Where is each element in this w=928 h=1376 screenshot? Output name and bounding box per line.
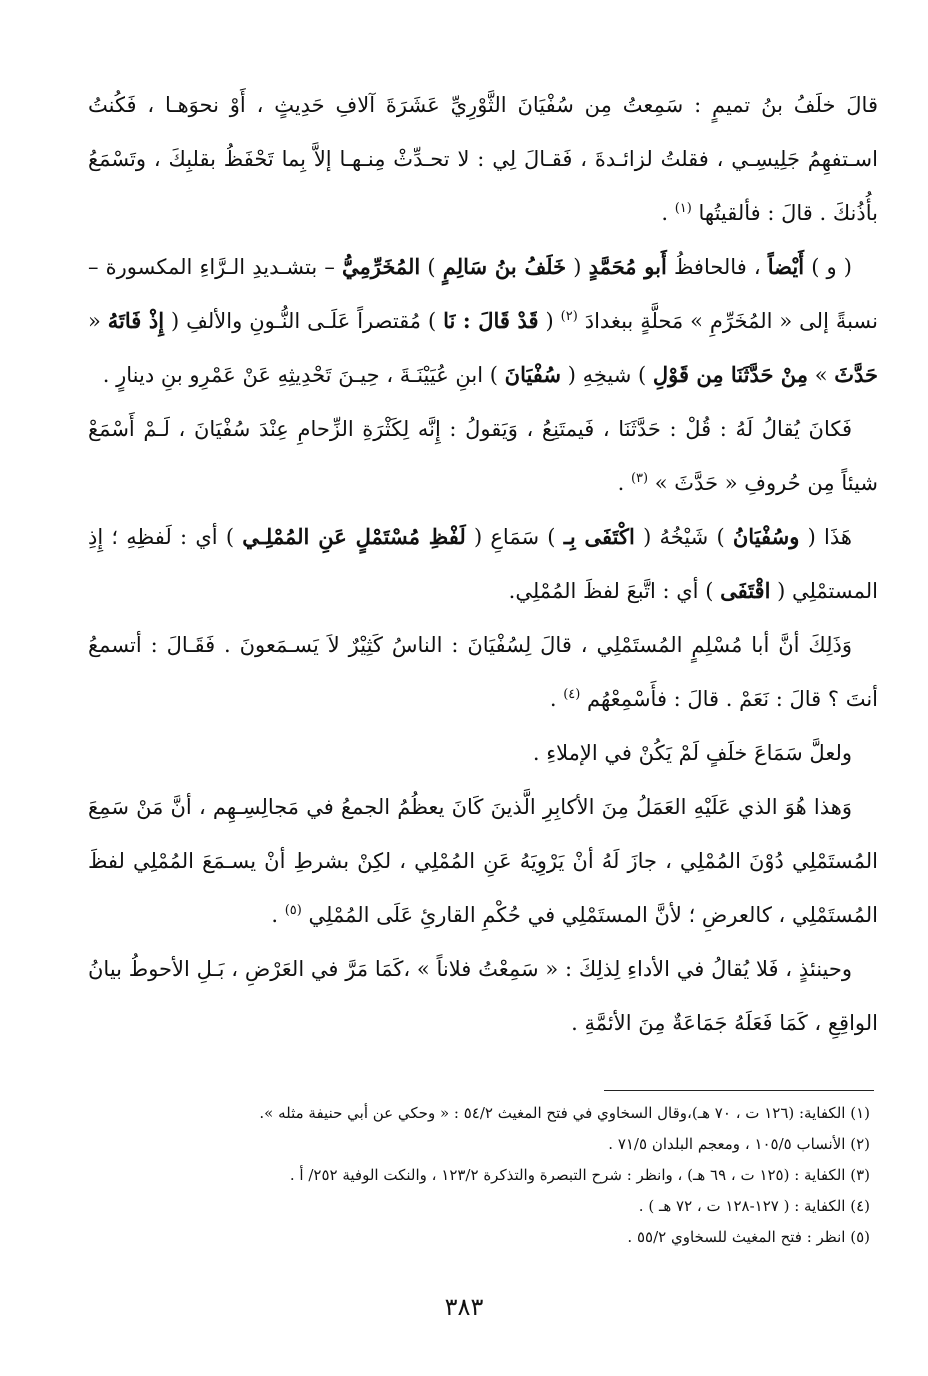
bold-text-run: لَفْظِ مُسْتَمْلٍ عَنِ المُمْلِـي (242, 524, 466, 549)
footnote-reference[interactable]: (٣) (630, 471, 649, 486)
text-run: وَهذا هُوَ الذي عَلَيْهِ العَمَلُ مِنَ الأكابِرِ الَّذينَ كَانَ يعظُمُ الجمعُ في مَجالِسِـهِم ، أنَّ مَنْ سَمِعَ المُستَمْلِي دُوْنَ المُمْلِي ، جازَ لَهُ أنْ يَرْوِيَهُ عَنِ المُمْلِي ، لكِنْ بشرطِ أنْ يسـمَعَ المُمْلِي لفظَ المُستَمْلِي ، كالعرضِ ؛ لأنَّ المستَمْلِي في حُكْمِ القارئِ عَلَى المُمْلِي (88, 795, 878, 927)
bold-text-run: مِنْ حَدَّثَنَا مِن قَوْلِ (652, 362, 809, 387)
bold-text-run: قَدْ قَالَ : نَا (443, 308, 539, 333)
bold-text-run: إِذْ فَاتَهُ (107, 308, 165, 333)
paragraph-5 (88, 618, 878, 726)
text-run: فَكانَ يُقالُ لَهُ : قُلْ : حَدَّثَنَا ، فَيمتَنِعُ ، وَيَقولُ : إِنَّه لِكَثْرَةِ الزِّحامِ عِنْدَ سُفْيَانَ ، لَـمْ أَسْمَعْ شيئاً مِن حُروفِ « حَدَّثَ » (88, 417, 878, 495)
footnote-1: (١) الكفاية: (١٢٦ ت ، ٧٠ هـ)،وقال السخاوي في فتح المغيث ٥٤/٢ : « وحكي عن أبي حنيفة مثله ». (259, 1104, 870, 1122)
bold-text-run: أَيْضاً (767, 254, 805, 279)
main-text (88, 78, 878, 1050)
footnote-5: (٥) انظر : فتح المغيث للسخاوي ٥٥/٢ . (627, 1228, 870, 1246)
footnote-reference[interactable]: (٥) (284, 903, 302, 918)
page-number: ٣٨٣ (444, 1293, 484, 1321)
footnote-reference[interactable]: (٢) (560, 309, 578, 324)
text-run: – بتشـديدِ الـرَّاءِ المكسورة – نسبةً إلى « المُخَرِّمِ » مَحلَّةٍ ببغدادَ (88, 255, 879, 333)
text-run: وَذَلِكَ أنَّ أبا مُسْلِمٍ المُستَمْلِي ، قالَ لِسُفْيَانَ : الناسُ كَثِيْرٌ لاَ يَسـمَعونَ . فَقَـالَ : أتسمعُ أنتَ ؟ قالَ : نَعَمْ . قالَ : فأَسْمِعْهُم (88, 633, 878, 711)
footnote-reference[interactable]: (٤) (563, 687, 581, 702)
text-run: هَذَا ( (799, 525, 852, 549)
footnote-separator (604, 1090, 874, 1091)
text-run: . (617, 471, 631, 495)
bold-text-run: اقْتَفَى (720, 578, 771, 603)
footnotes (100, 1098, 870, 1253)
paragraph-4 (88, 510, 878, 618)
text-run: . (661, 201, 675, 225)
paragraph-2 (88, 240, 878, 402)
text-run: ) مُقتصراً عَلَـى النُّـونِ والألفِ ( (164, 309, 444, 333)
paragraph-1 (88, 78, 878, 240)
text-run: ( (566, 255, 589, 279)
text-run: ( و ) (804, 255, 852, 279)
text-run: ) ابنِ عُيَيْنَـةَ ، حِيـنَ تَحْدِيثِهِ عَنْ عَمْرِو بنِ دينارٍ . (102, 363, 505, 387)
footnote-4: (٤) الكفاية : ( ١٢٧-١٢٨ ت ، ٧٢ هـ ) . (638, 1197, 870, 1215)
paragraph-3 (88, 402, 878, 510)
text-run: » (808, 363, 835, 387)
text-run: قالَ خلَفُ بنُ تميمٍ : سَمِعتُ مِن سُفْيَانَ الثَّوْرِيِّ عَشَرَةَ آلافِ حَدِيثٍ ، أَوْ نحوَهـا ، فَكُنتُ اسـتفهِمُ جَلِيسِـي ، فقلتُ لزائـدةَ ، فَقـالَ لِي : لا تحـدِّثْ مِنـهـا إلاَّ بِما تَحْفَظُ بقلبِكَ ، وتَسْمَعُ بأُذُنكَ . قالَ : فألقيتُها (88, 93, 878, 225)
text-run: ) شيخِهِ ( (561, 363, 653, 387)
footnote-reference[interactable]: (١) (674, 201, 692, 216)
paragraph-8 (88, 942, 878, 1050)
paragraph-7 (88, 780, 878, 942)
text-run: ولعلَّ سَمَاعَ خلَفٍ لَمْ يَكُنْ في الإملاءِ . (532, 741, 852, 765)
text-run: « (88, 309, 108, 333)
text-run: ) (420, 255, 443, 279)
text-run: وحينئذٍ ، فَلا يُقالُ في الأداءِ لِذلِكَ : « سَمِعْتُ فلاناً » ،كَمَا مَرَّ في العَرْضِ ، بَـلِ الأحوطُ بيانُ الواقِعِ ، كَمَا فَعَلَهُ جَمَاعَةٌ مِنَ الأئمَّةِ . (88, 957, 878, 1035)
bold-text-run: المُخَرِّمِيُّ (341, 254, 421, 279)
bold-text-run: وسُفْيَانُ (732, 524, 800, 549)
text-run: ) أي : لَفظِهِ ؛ إِذِ المستمْلِي ( (88, 525, 878, 603)
paragraph-6 (88, 726, 878, 780)
text-run: ( (538, 309, 561, 333)
bold-text-run: سُفْيَانَ (504, 362, 562, 387)
footnote-3: (٣) الكفاية : (١٢٥ ت ، ٦٩ هـ) ، وانظر : شرح التبصرة والتذكرة ١٢٣/٢ ، والنكت الوفية ٢٥٢/ أ . (289, 1166, 870, 1184)
bold-text-run: أَبو مُحَمَّدٍ (588, 254, 667, 279)
bold-text-run: حَدَّثَ (834, 362, 878, 387)
text-run: ، فالحافظُ (666, 255, 768, 279)
footnote-2: (٢) الأنساب ١٠٥/٥ ، ومعجم البلدان ٧١/٥ . (608, 1135, 870, 1153)
bold-text-run: خَلَفُ بنُ سَالِمٍ (442, 254, 567, 279)
text-run: ) شَيْخُهُ ( (634, 525, 733, 549)
text-run: . (271, 903, 285, 927)
bold-text-run: اكْتَفَى بِـ (563, 524, 635, 549)
text-run: ) سَمَاعِ ( (465, 525, 564, 549)
text-run: ) أي : اتَّبعَ لفظَ المُمْلِي. (508, 579, 721, 603)
text-run: . (549, 687, 564, 711)
